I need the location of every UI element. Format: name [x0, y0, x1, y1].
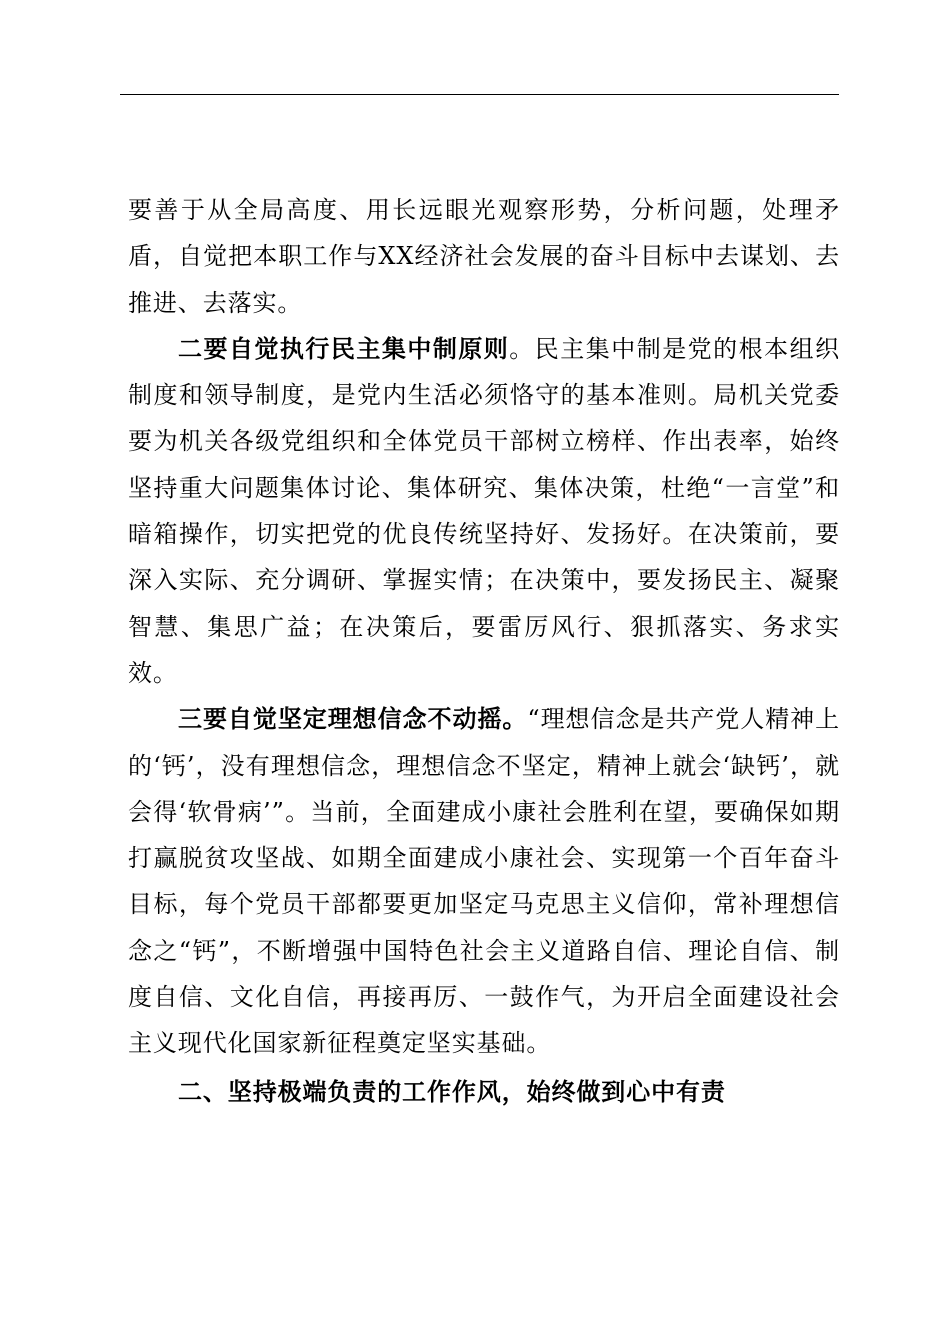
paragraph-ideals-beliefs: [128, 696, 840, 1066]
paragraph-continued: [128, 187, 840, 326]
paragraph-2-lead: 二要自觉执行民主集中制原则: [178, 333, 510, 363]
body-text: [128, 187, 840, 1115]
paragraph-democratic-centralism: [128, 326, 840, 696]
paragraph-3-lead: 三要自觉坚定理想信念不动摇。: [178, 704, 528, 734]
paragraph-2-text: 。民主集中制是党的根本组织制度和领导制度，是党内生活必须恪守的基本准则。局机关党委要为机关各级党组织和全体党员干部树立榜样、作出表率，始终坚持重大问题集体讨论、集体研究、集体决策，杜绝“一言堂”和暗箱操作，切实把党的优良传统坚持好、发扬好。在决策前，要深入实际、充分调研、掌握实情；在决策中，要发扬民主、凝聚智慧、集思广益；在决策后，要雷厉风行、狠抓落实、务求实效。: [128, 334, 841, 687]
header-rule: [120, 94, 839, 95]
paragraph-1-text: 要善于从全局高度、用长远眼光观察形势，分析问题，处理矛盾，自觉把本职工作与XX经济社会发展的奋斗目标中去谋划、去推进、去落实。: [128, 196, 840, 317]
section-heading: 二、坚持极端负责的工作作风，始终做到心中有责: [178, 1077, 726, 1106]
paragraph-3-text: “理想信念是共产党人精神上的‘钙’，没有理想信念，理想信念不坚定，精神上就会‘缺钙’，就会得‘软骨病’”。当前，全面建成小康社会胜利在望，要确保如期打赢脱贫攻坚战、如期全面建成小康社会、实现第一个百年奋斗目标，每个党员干部都要更加坚定马克思主义信仰，常补理想信念之“钙”，不断增强中国特色社会主义道路自信、理论自信、制度自信、文化自信，再接再厉、一鼓作气，为开启全面建设社会主义现代化国家新征程奠定坚实基础。: [128, 705, 840, 1058]
